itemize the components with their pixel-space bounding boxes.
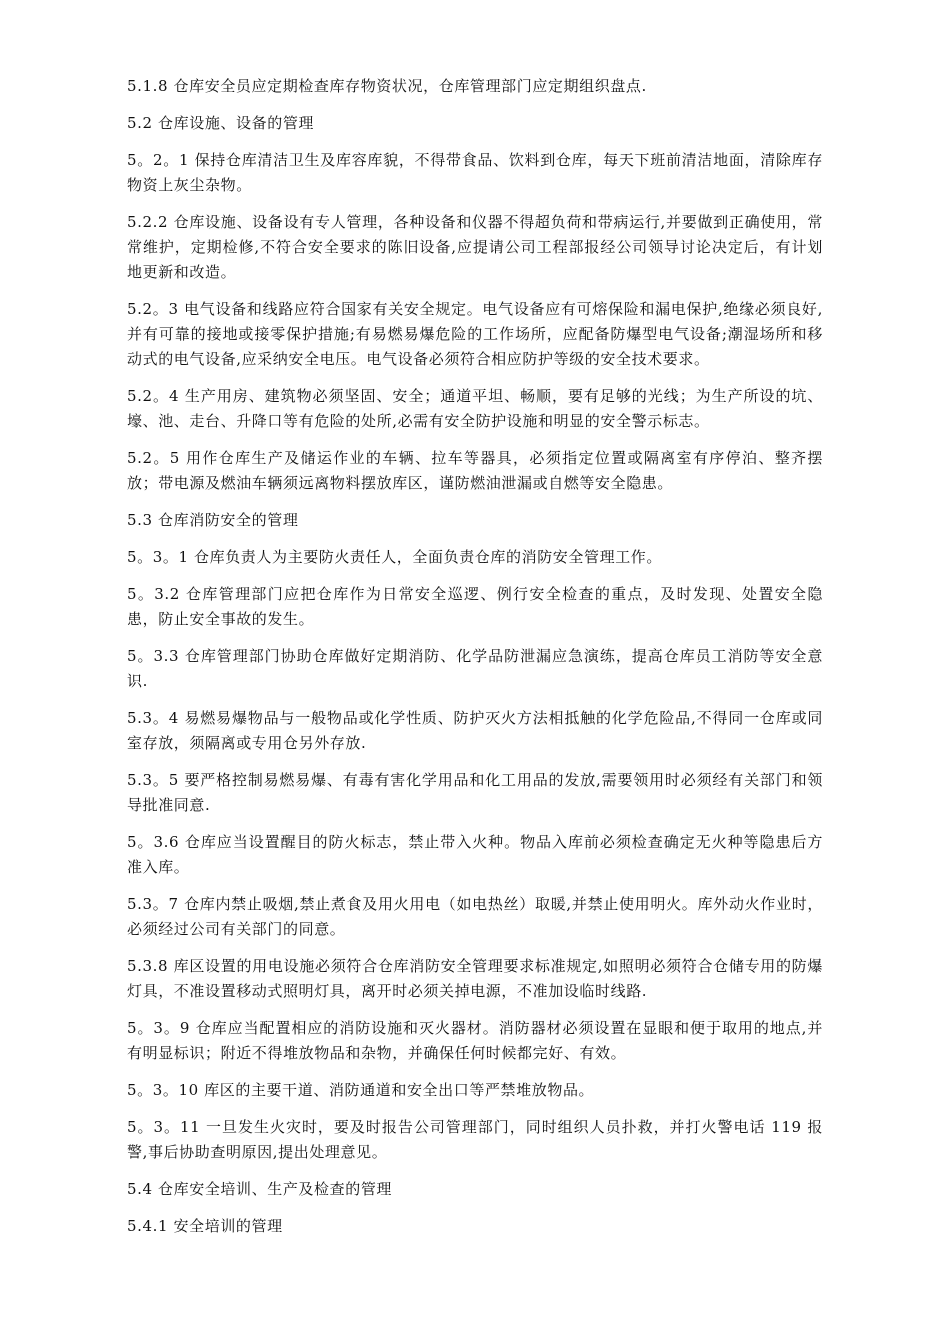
paragraph-5-2-5: 5.2。5 用作仓库生产及储运作业的车辆、拉车等器具，必须指定位置或隔离室有序停泊、整齐摆放；带电源及燃油车辆须远离物料摆放库区，谨防燃油泄漏或自燃等安全隐患。 <box>127 449 823 492</box>
paragraph-5-3-9: 5。3。9 仓库应当配置相应的消防设施和灭火器材。消防器材必须设置在显眼和便于取用的地点,并有明显标识；附近不得堆放物品和杂物，并确保任何时候都完好、有效。 <box>127 1019 823 1062</box>
heading-5-3: 5.3 仓库消防安全的管理 <box>127 511 299 529</box>
paragraph-5-2-3: 5.2。3 电气设备和线路应符合国家有关安全规定。电气设备应有可熔保险和漏电保护,绝缘必须良好,并有可靠的接地或接零保护措施;有易燃易爆危险的工作场所，应配备防爆型电气设备;潮湿场所和移动式的电气设备,应采纳安全电压。电气设备必须符合相应防护等级的安全技术要求。 <box>127 300 823 368</box>
paragraph-5-3-2: 5。3.2 仓库管理部门应把仓库作为日常安全巡逻、例行安全检查的重点，及时发现、处置安全隐患，防止安全事故的发生。 <box>127 585 823 628</box>
paragraph-5-3-8: 5.3.8 库区设置的用电设施必须符合仓库消防安全管理要求标准规定,如照明必须符合仓储专用的防爆灯具，不准设置移动式照明灯具，离开时必须关掉电源，不准加设临时线路. <box>127 957 823 1000</box>
paragraph-5-3-4: 5.3。4 易燃易爆物品与一般物品或化学性质、防护灭火方法相抵触的化学危险品,不得同一仓库或同室存放，须隔离或专用仓另外存放. <box>127 709 823 752</box>
document-body <box>127 74 823 1251</box>
paragraph-5-3-5: 5.3。5 要严格控制易燃易爆、有毒有害化学用品和化工用品的发放,需要领用时必须经有关部门和领导批准同意. <box>127 771 823 814</box>
paragraph-5-3-10: 5。3。10 库区的主要干道、消防通道和安全出口等严禁堆放物品。 <box>127 1081 595 1099</box>
paragraph-5-2-2: 5.2.2 仓库设施、设备设有专人管理，各种设备和仪器不得超负荷和带病运行,并要做到正确使用，常常维护，定期检修,不符合安全要求的陈旧设备,应提请公司工程部报经公司领导讨论决定后，有计划地更新和改造。 <box>127 213 823 281</box>
heading-5-4-1: 5.4.1 安全培训的管理 <box>127 1217 283 1235</box>
paragraph-5-3-3: 5。3.3 仓库管理部门协助仓库做好定期消防、化学品防泄漏应急演练，提高仓库员工消防等安全意识. <box>127 647 823 690</box>
heading-5-2: 5.2 仓库设施、设备的管理 <box>127 114 315 132</box>
paragraph-5-3-1: 5。3。1 仓库负责人为主要防火责任人，全面负责仓库的消防安全管理工作。 <box>127 548 663 566</box>
paragraph-5-3-6: 5。3.6 仓库应当设置醒目的防火标志，禁止带入火种。物品入库前必须检查确定无火种等隐患后方准入库。 <box>127 833 823 876</box>
paragraph-5-3-11: 5。3。11 一旦发生火灾时，要及时报告公司管理部门，同时组织人员扑救，并打火警电话 119 报警,事后协助查明原因,提出处理意见。 <box>127 1118 823 1161</box>
paragraph-5-2-1: 5。2。1 保持仓库清洁卫生及库容库貌，不得带食品、饮料到仓库，每天下班前清洁地面，清除库存物资上灰尘杂物。 <box>127 151 823 194</box>
paragraph-5-2-4: 5.2。4 生产用房、建筑物必须坚固、安全；通道平坦、畅顺，要有足够的光线；为生产所设的坑、壕、池、走台、升降口等有危险的处所,必需有安全防护设施和明显的安全警示标志。 <box>127 387 823 430</box>
paragraph-5-3-7: 5.3。7 仓库内禁止吸烟,禁止煮食及用火用电（如电热丝）取暖,并禁止使用明火。库外动火作业时，必须经过公司有关部门的同意。 <box>127 895 823 938</box>
heading-5-4: 5.4 仓库安全培训、生产及检查的管理 <box>127 1180 393 1198</box>
paragraph-5-1-8: 5.1.8 仓库安全员应定期检查库存物资状况，仓库管理部门应定期组织盘点. <box>127 77 647 95</box>
